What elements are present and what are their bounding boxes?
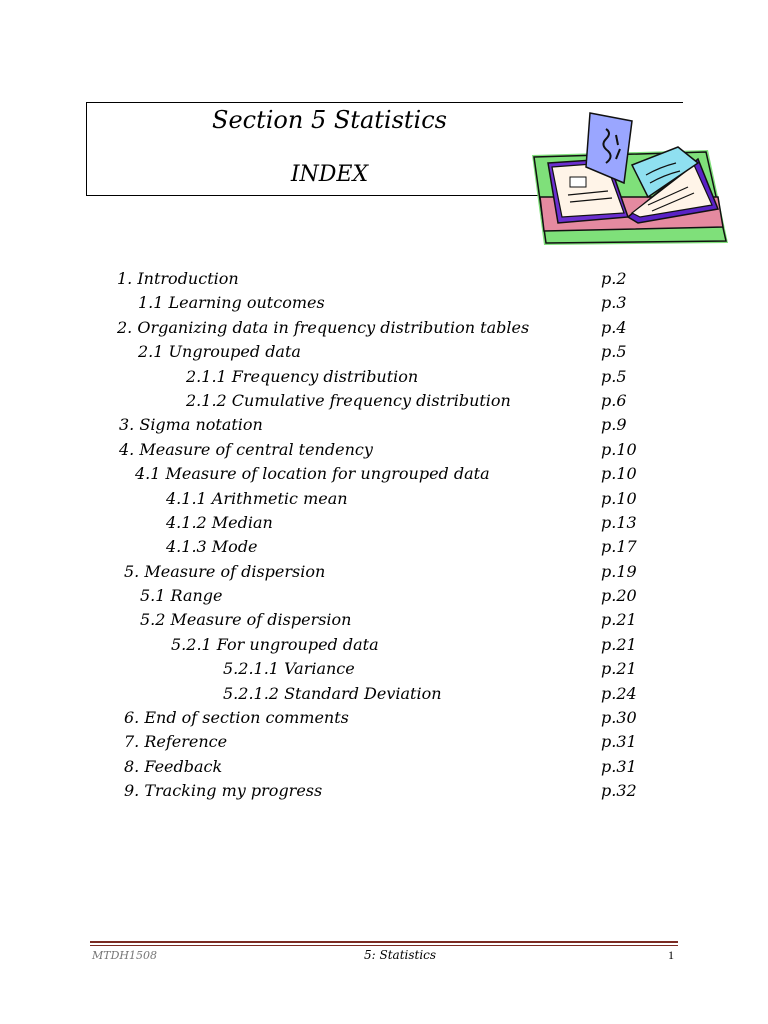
index-heading: INDEX xyxy=(290,162,369,187)
toc-row[interactable]: 2.1.1 Frequency distribution p.5 xyxy=(186,366,627,386)
footer-course-code: MTDH1508 xyxy=(92,949,158,962)
section-title: Section 5 Statistics xyxy=(212,106,447,134)
toc-row[interactable]: 5.1 Range p.20 xyxy=(140,586,637,606)
toc-row[interactable]: 4.1.3 Mode p.17 xyxy=(166,537,637,557)
open-book-icon xyxy=(528,105,730,250)
toc-row[interactable]: 5.2.1.1 Variance p.21 xyxy=(223,659,637,679)
footer-section-name: 5: Statistics xyxy=(364,948,437,962)
toc-row[interactable]: 4.1 Measure of location for ungrouped data p.10 xyxy=(135,464,637,484)
toc-row[interactable]: 2.1.2 Cumulative frequency distribution p.6 xyxy=(186,390,627,410)
toc-row[interactable]: 6. End of section comments p.30 xyxy=(124,708,637,728)
toc-row[interactable]: 5.2.1.2 Standard Deviation p.24 xyxy=(223,683,637,703)
toc-row[interactable]: 9. Tracking my progress p.32 xyxy=(124,781,637,801)
toc-row[interactable]: 5.2 Measure of dispersion p.21 xyxy=(140,610,637,630)
footer-page-number: 1 xyxy=(668,948,674,962)
toc-row[interactable]: 4. Measure of central tendency p.10 xyxy=(119,439,637,459)
toc-row[interactable]: 7. Reference p.31 xyxy=(124,732,637,752)
table-of-contents xyxy=(0,267,768,804)
toc-row[interactable]: 5.2.1 For ungrouped data p.21 xyxy=(171,634,637,654)
toc-row[interactable]: 4.1.2 Median p.13 xyxy=(166,512,637,532)
toc-row[interactable]: 5. Measure of dispersion p.19 xyxy=(124,561,637,581)
toc-row[interactable]: 2.1 Ungrouped data p.5 xyxy=(138,342,627,362)
toc-row[interactable]: 8. Feedback p.31 xyxy=(124,756,637,776)
toc-row[interactable]: 4.1.1 Arithmetic mean p.10 xyxy=(166,488,637,508)
toc-row[interactable]: 2. Organizing data in frequency distribution tables p.4 xyxy=(117,317,627,337)
toc-row[interactable]: 1.1 Learning outcomes p.3 xyxy=(138,293,627,313)
toc-row[interactable]: 3. Sigma notation p.9 xyxy=(119,415,627,435)
footer-divider xyxy=(90,945,678,946)
toc-row[interactable]: 1. Introduction p.2 xyxy=(117,269,627,288)
footer-divider xyxy=(90,941,678,943)
